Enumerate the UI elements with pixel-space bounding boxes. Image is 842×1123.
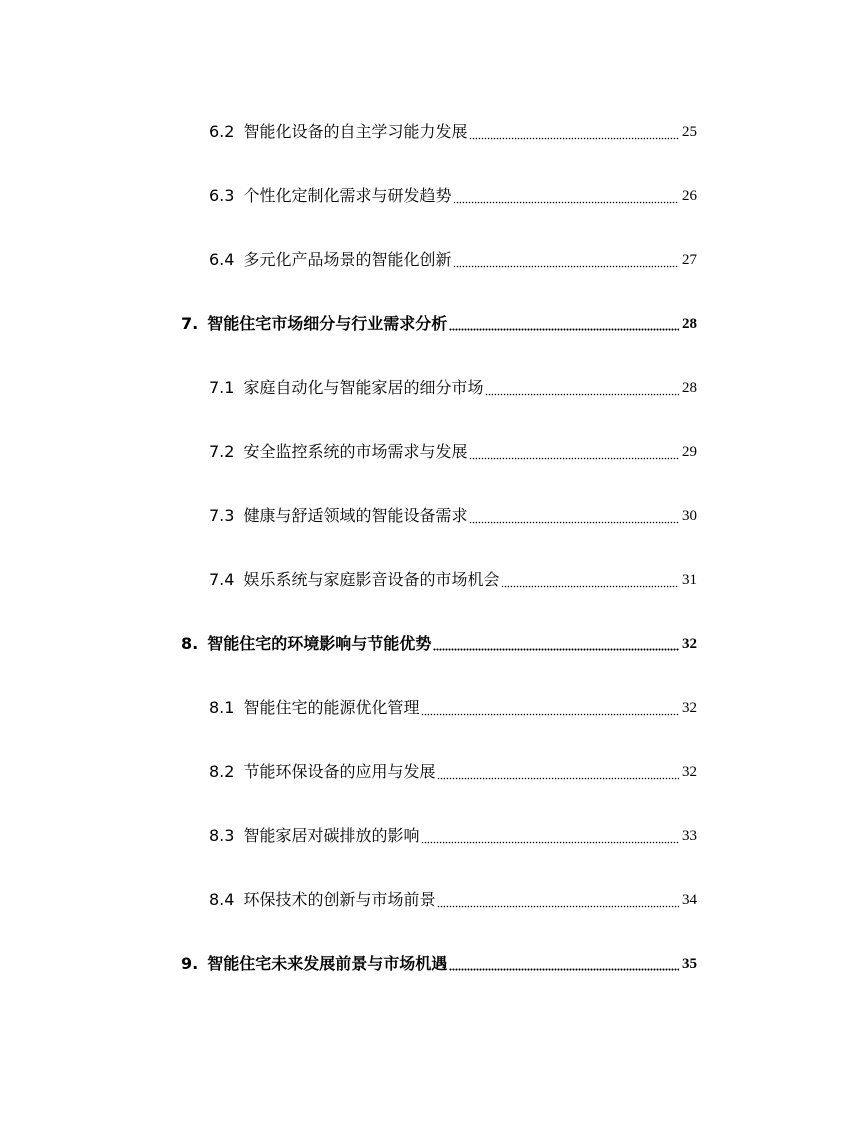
toc-entry-number: 8.3 — [209, 826, 235, 845]
toc-dot-leader — [469, 442, 679, 462]
toc-entry-8-1[interactable] — [209, 694, 697, 718]
toc-entry-number: 7.4 — [209, 570, 235, 589]
toc-entry-number: 7.2 — [209, 442, 235, 461]
toc-entry-page: 26 — [682, 188, 697, 204]
toc-entry-page: 32 — [682, 636, 697, 652]
toc-dot-leader — [501, 570, 679, 590]
toc-dot-leader — [449, 314, 679, 334]
toc-entry-number: 8. — [181, 634, 199, 653]
toc-entry-page: 33 — [682, 828, 697, 844]
toc-entry-page: 31 — [682, 572, 697, 588]
toc-dot-leader — [421, 698, 679, 718]
toc-entry-title: 娱乐系统与家庭影音设备的市场机会 — [243, 570, 500, 589]
toc-dot-leader — [485, 378, 679, 398]
toc-entry-page: 34 — [682, 892, 697, 908]
toc-entry-page: 28 — [682, 380, 697, 396]
toc-entry-8-3[interactable] — [209, 822, 697, 846]
toc-dot-leader — [437, 890, 679, 910]
toc-entry-page: 27 — [682, 252, 697, 268]
toc-entry-page: 32 — [682, 700, 697, 716]
toc-entry-number: 7.3 — [209, 506, 235, 525]
toc-entry-number: 7. — [181, 314, 199, 333]
toc-entry-title: 安全监控系统的市场需求与发展 — [243, 442, 468, 461]
toc-dot-leader — [469, 122, 679, 142]
toc-entry-number: 8.1 — [209, 698, 235, 717]
toc-entry-page: 30 — [682, 508, 697, 524]
toc-entry-title: 智能化设备的自主学习能力发展 — [243, 122, 468, 141]
toc-dot-leader — [421, 826, 679, 846]
toc-entry-number: 9. — [181, 954, 199, 973]
toc-entry-title: 家庭自动化与智能家居的细分市场 — [243, 378, 484, 397]
toc-entry-number: 8.2 — [209, 762, 235, 781]
toc-entry-6-3[interactable] — [209, 182, 697, 206]
toc-entry-number: 6.3 — [209, 186, 235, 205]
toc-entry-number: 6.2 — [209, 122, 235, 141]
toc-entry-number: 7.1 — [209, 378, 235, 397]
toc-entry-7-2[interactable] — [209, 438, 697, 462]
toc-dot-leader — [433, 634, 679, 654]
toc-entry-title: 智能住宅的能源优化管理 — [243, 698, 420, 717]
toc-entry-7[interactable] — [181, 310, 697, 334]
toc-entry-7-4[interactable] — [209, 566, 697, 590]
toc-entry-6-2[interactable] — [209, 118, 697, 142]
toc-entry-7-1[interactable] — [209, 374, 697, 398]
toc-entry-title: 环保技术的创新与市场前景 — [243, 890, 436, 909]
toc-entry-title: 健康与舒适领域的智能设备需求 — [243, 506, 468, 525]
toc-entry-title: 智能住宅的环境影响与节能优势 — [207, 634, 432, 653]
toc-entry-8[interactable] — [181, 630, 697, 654]
toc-dot-leader — [453, 186, 679, 206]
toc-entry-page: 28 — [682, 316, 697, 332]
toc-entry-title: 个性化定制化需求与研发趋势 — [243, 186, 452, 205]
toc-entry-title: 智能住宅未来发展前景与市场机遇 — [207, 954, 448, 973]
toc-entry-title: 多元化产品场景的智能化创新 — [243, 250, 452, 269]
toc-entry-page: 25 — [682, 124, 697, 140]
toc-entry-page: 32 — [682, 764, 697, 780]
toc-dot-leader — [437, 762, 679, 782]
toc-entry-page: 35 — [682, 956, 697, 972]
toc-entry-8-2[interactable] — [209, 758, 697, 782]
toc-dot-leader — [453, 250, 679, 270]
toc-entry-page: 29 — [682, 444, 697, 460]
toc-entry-title: 智能住宅市场细分与行业需求分析 — [207, 314, 448, 333]
toc-dot-leader — [469, 506, 679, 526]
toc-entry-7-3[interactable] — [209, 502, 697, 526]
toc-entry-number: 6.4 — [209, 250, 235, 269]
toc-entry-8-4[interactable] — [209, 886, 697, 910]
toc-entry-title: 节能环保设备的应用与发展 — [243, 762, 436, 781]
toc-dot-leader — [449, 954, 679, 974]
toc-entry-number: 8.4 — [209, 890, 235, 909]
toc-entry-9[interactable] — [181, 950, 697, 974]
toc-entry-6-4[interactable] — [209, 246, 697, 270]
toc-entry-title: 智能家居对碳排放的影响 — [243, 826, 420, 845]
